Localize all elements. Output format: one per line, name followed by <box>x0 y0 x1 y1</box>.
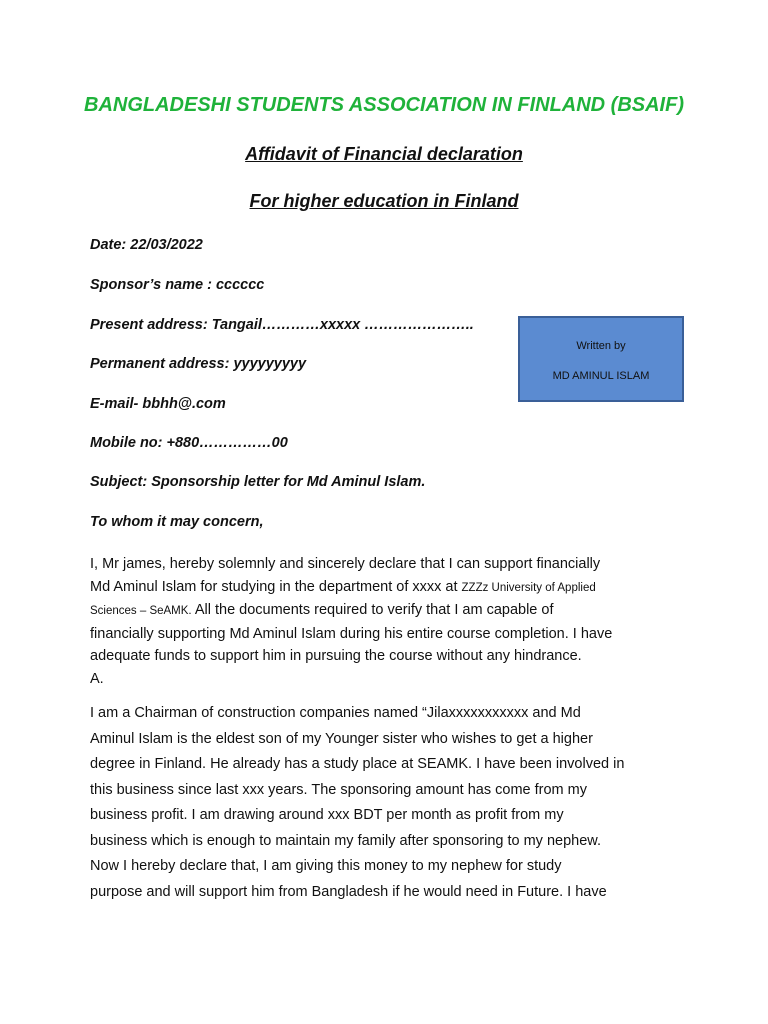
paragraph-line: I, Mr james, hereby solemnly and sincerely declare that I can support financially <box>90 556 601 572</box>
sponsor-name-field: Sponsor’s name : cccccc <box>90 277 265 293</box>
paragraph-text: Md Aminul Islam for studying in the department of xxxx at <box>90 578 462 595</box>
present-address-field: Present address: Tangail…………xxxxx ………………….. <box>90 317 474 333</box>
paragraph-line: purpose and will support him from Bangladesh if he would need in Future. I have <box>90 883 607 900</box>
paragraph-line: degree in Finland. He already has a study place at SEAMK. I have been involved in <box>90 756 625 772</box>
document-title: Affidavit of Financial declaration <box>245 144 523 164</box>
paragraph-line: A. <box>90 670 104 687</box>
subject-line: Subject: Sponsorship letter for Md Aminul Islam. <box>90 474 426 490</box>
organization-title: BANGLADESHI STUDENTS ASSOCIATION IN FINLAND (BSAIF) <box>84 94 684 116</box>
paragraph-text: All the documents required to verify that I am capable of <box>194 602 554 618</box>
written-by-box <box>518 316 684 402</box>
paragraph-line: financially supporting Md Aminul Islam during his entire course completion. I have <box>90 625 613 642</box>
paragraph-line <box>90 576 690 600</box>
paragraph-line: Aminul Islam is the eldest son of my Younger sister who wishes to get a higher <box>90 730 593 747</box>
written-by-label: Written by <box>576 340 626 352</box>
document-subtitle: For higher education in Finland <box>249 191 519 211</box>
paragraph-line: adequate funds to support him in pursuing the course without any hindrance. <box>90 648 582 664</box>
university-name: ZZZz University of Applied <box>461 581 596 594</box>
paragraph-line: this business since last xxx years. The sponsoring amount has come from my <box>90 781 587 798</box>
mobile-field: Mobile no: +880……………00 <box>90 435 288 451</box>
university-name-cont: Sciences – SeAMK. <box>90 605 195 617</box>
paragraph-line: I am a Chairman of construction companies named “Jilaxxxxxxxxxxx and Md <box>90 705 581 721</box>
date-field: Date: 22/03/2022 <box>90 237 203 253</box>
salutation: To whom it may concern, <box>90 514 264 530</box>
email-field: E-mail- bbhh@.com <box>90 396 226 412</box>
paragraph-line: business profit. I am drawing around xxx BDT per month as profit from my <box>90 807 564 823</box>
paragraph-line <box>90 599 690 623</box>
declaration-paragraph <box>90 553 690 690</box>
paragraph-line: Now I hereby declare that, I am giving this money to my nephew for study <box>90 858 562 874</box>
sponsor-background-paragraph <box>90 701 690 905</box>
paragraph-line: business which is enough to maintain my family after sponsoring to my nephew. <box>90 832 601 849</box>
permanent-address-field: Permanent address: yyyyyyyyy <box>90 356 307 372</box>
author-name: MD AMINUL ISLAM <box>552 370 650 382</box>
